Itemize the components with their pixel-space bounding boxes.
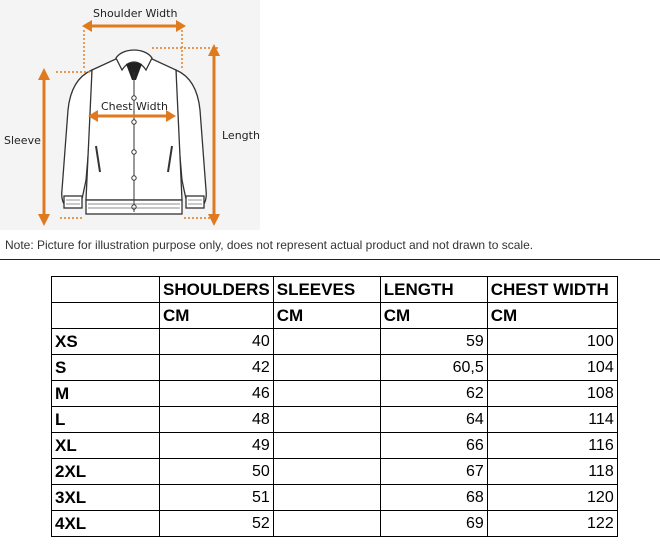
size-label-cell: M <box>52 381 160 407</box>
measurement-cell <box>273 485 380 511</box>
measurement-cell: 52 <box>160 511 274 537</box>
length-label: Length <box>222 129 260 142</box>
measurement-cell: 69 <box>380 511 487 537</box>
measurement-cell: 59 <box>380 329 487 355</box>
table-row <box>52 459 618 485</box>
measurement-cell: 108 <box>487 381 617 407</box>
chest-width-label: Chest Width <box>101 100 168 113</box>
table-row <box>52 355 618 381</box>
measurement-cell: 100 <box>487 329 617 355</box>
table-row <box>52 407 618 433</box>
column-header: SHOULDERS <box>160 277 274 303</box>
measurement-cell: 60,5 <box>380 355 487 381</box>
measurement-cell: 48 <box>160 407 274 433</box>
column-header: SLEEVES <box>273 277 380 303</box>
size-label-cell: 3XL <box>52 485 160 511</box>
sleeve-label: Sleeve <box>4 134 41 147</box>
measurement-cell <box>273 459 380 485</box>
table-row <box>52 381 618 407</box>
measurement-cell: 64 <box>380 407 487 433</box>
measurement-cell: 68 <box>380 485 487 511</box>
measurement-cell: 42 <box>160 355 274 381</box>
column-header: LENGTH <box>380 277 487 303</box>
measurement-cell: 116 <box>487 433 617 459</box>
measurement-cell: 49 <box>160 433 274 459</box>
measurement-cell: 51 <box>160 485 274 511</box>
measurement-cell: 122 <box>487 511 617 537</box>
measurement-cell: 50 <box>160 459 274 485</box>
jacket-illustration <box>0 0 260 230</box>
unit-cell <box>52 303 160 329</box>
measurement-cell: 40 <box>160 329 274 355</box>
measurement-cell: 46 <box>160 381 274 407</box>
measurement-cell: 118 <box>487 459 617 485</box>
table-row <box>52 485 618 511</box>
divider <box>0 259 660 260</box>
column-header: CHEST WIDTH <box>487 277 617 303</box>
jacket-size-diagram <box>0 0 260 230</box>
shoulder-width-label: Shoulder Width <box>93 7 178 20</box>
measurement-cell: 114 <box>487 407 617 433</box>
size-label-cell: XS <box>52 329 160 355</box>
measurement-cell: 62 <box>380 381 487 407</box>
size-chart-table <box>51 276 618 537</box>
measurement-cell <box>273 511 380 537</box>
illustration-note: Note: Picture for illustration purpose only, does not represent actual product and not drawn to scale. <box>5 238 534 252</box>
measurement-cell <box>273 329 380 355</box>
units-row <box>52 303 618 329</box>
measurement-cell <box>273 407 380 433</box>
unit-cell: CM <box>160 303 274 329</box>
unit-cell: CM <box>380 303 487 329</box>
table-row <box>52 433 618 459</box>
measurement-cell: 66 <box>380 433 487 459</box>
header-row <box>52 277 618 303</box>
measurement-cell: 104 <box>487 355 617 381</box>
table-row <box>52 511 618 537</box>
measurement-cell <box>273 355 380 381</box>
measurement-cell: 120 <box>487 485 617 511</box>
size-label-cell: S <box>52 355 160 381</box>
measurement-cell: 67 <box>380 459 487 485</box>
column-header <box>52 277 160 303</box>
unit-cell: CM <box>273 303 380 329</box>
table-row <box>52 329 618 355</box>
measurement-cell <box>273 433 380 459</box>
size-label-cell: 2XL <box>52 459 160 485</box>
size-label-cell: XL <box>52 433 160 459</box>
unit-cell: CM <box>487 303 617 329</box>
measurement-cell <box>273 381 380 407</box>
size-label-cell: 4XL <box>52 511 160 537</box>
size-label-cell: L <box>52 407 160 433</box>
